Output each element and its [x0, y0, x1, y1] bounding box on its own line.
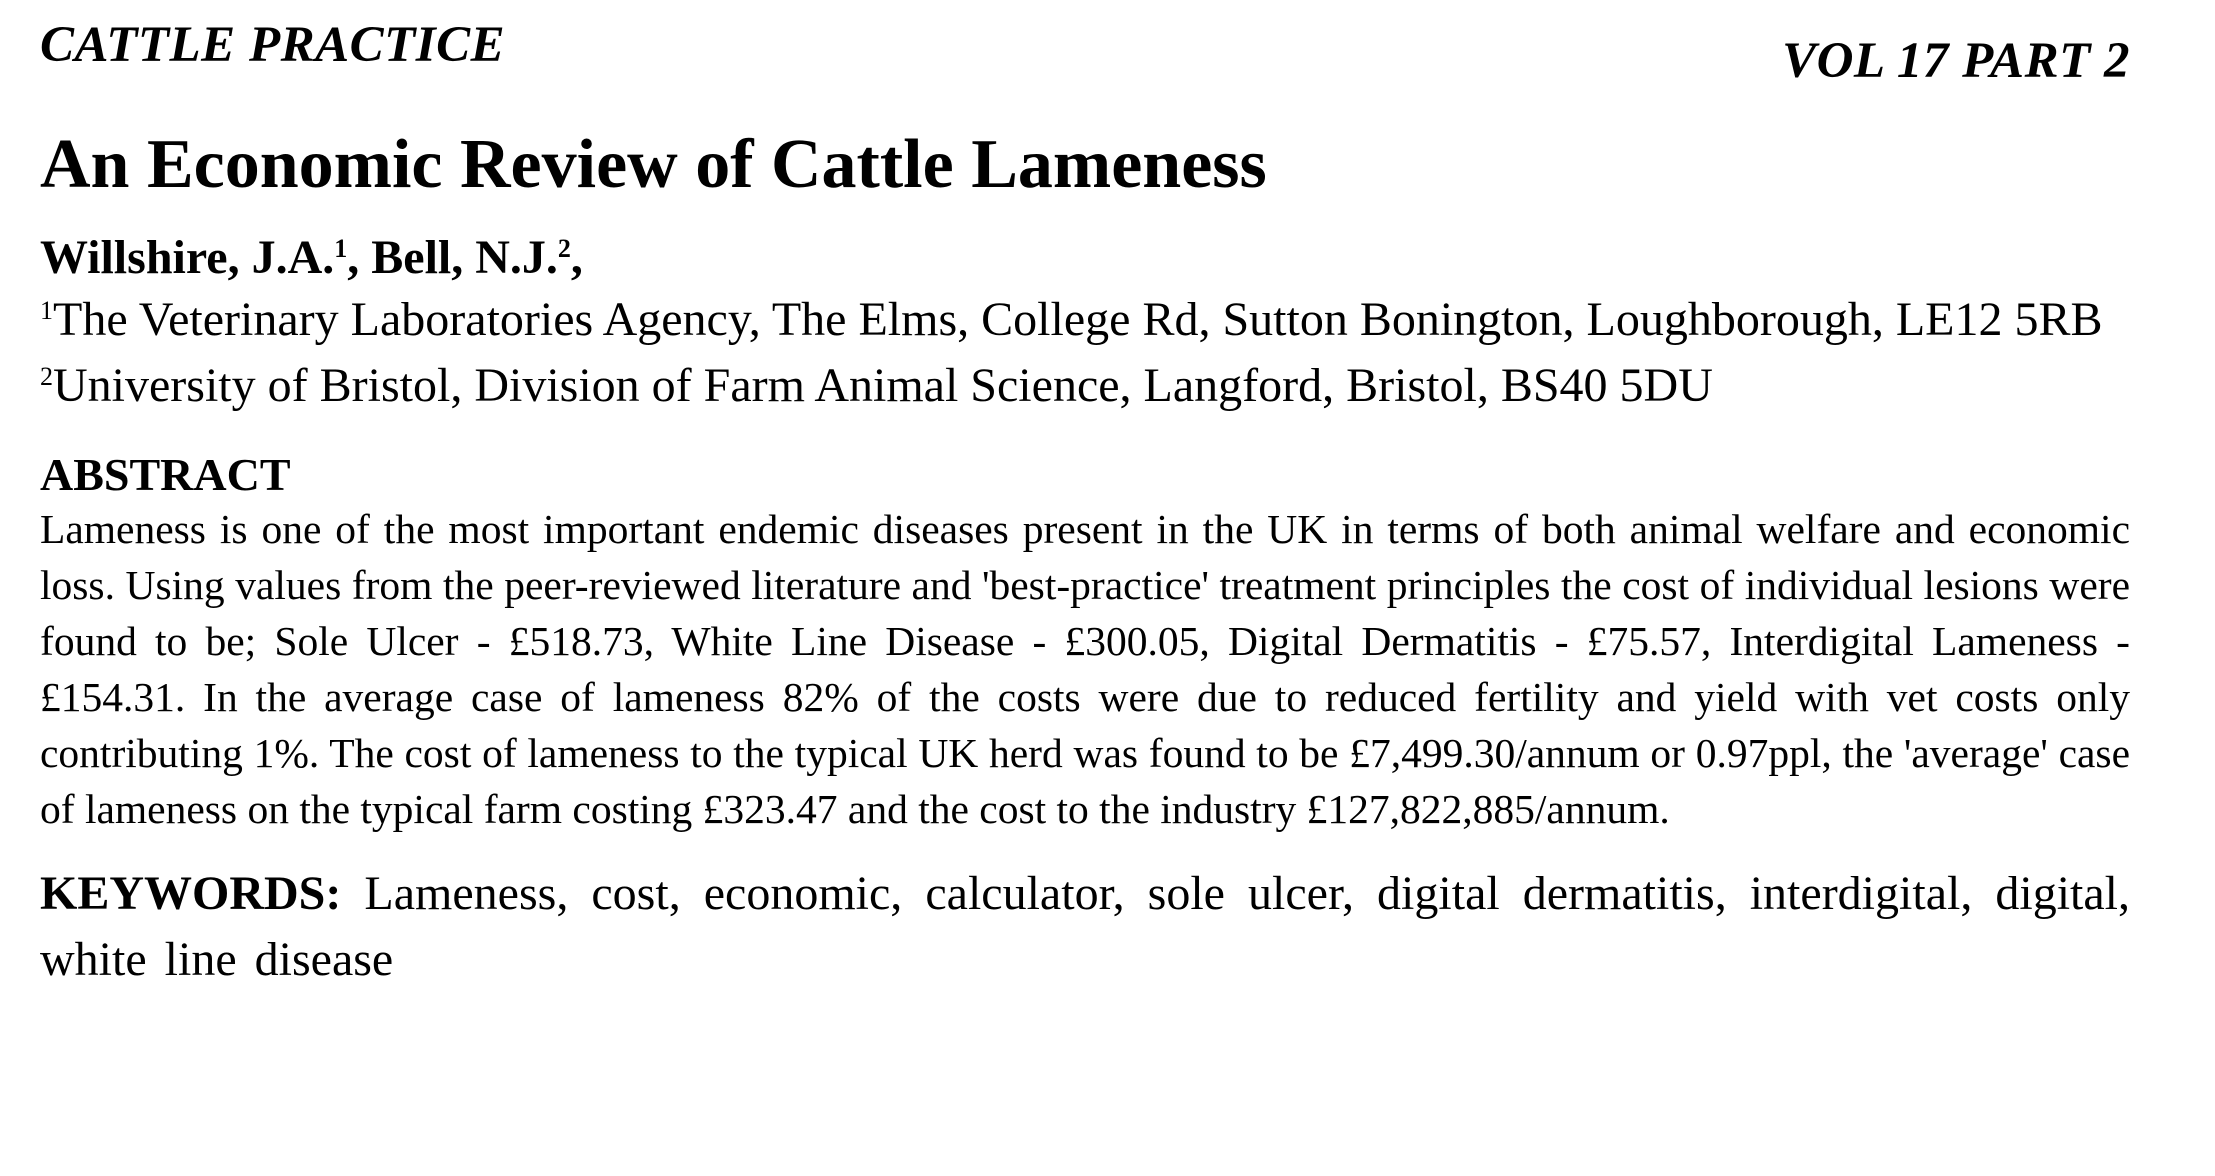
affiliation-text: The Veterinary Laboratories Agency, The Elms, College Rd, Sutton Bonington, Loughborough, LE12 5RB [53, 292, 2103, 346]
author-affiliation-marker: 1 [334, 234, 348, 263]
author-name: Willshire, J.A. [40, 231, 335, 284]
author-affiliation-marker: 2 [557, 234, 571, 263]
article-title: An Economic Review of Cattle Lameness [40, 126, 1267, 203]
volume-issue: VOL 17 PART 2 [1782, 33, 2130, 89]
keywords-label: KEYWORDS: [40, 867, 342, 921]
author-separator: , [347, 231, 372, 284]
keywords-text: Lameness, cost, economic, calculator, sole ulcer, digital dermatitis, interdigital, digital, white line disease [40, 867, 2131, 987]
abstract-body: Lameness is one of the most important endemic diseases present in the UK in terms of both animal welfare and economic loss. Using values from the peer-reviewed literature and 'best-practice' treatment principles the cost of individual lesions were found to be; Sole Ulcer - £518.73, White Line Disease - £300.05, Digital Dermatitis - £75.57, Interdigital Lameness - £154.31. In the average case of lameness 82% of the costs were due to reduced fertility and yield with vet costs only contributing 1%. The cost of lameness to the typical UK herd was found to be £7,499.30/annum or 0.97ppl, the 'average' case of lameness on the typical farm costing £323.47 and the cost to the industry £127,822,885/annum. [40, 506, 2130, 833]
affiliation-text: University of Bristol, Division of Farm Animal Science, Langford, Bristol, BS40 5DU [53, 358, 1713, 412]
affiliation [40, 287, 2130, 353]
keywords [40, 861, 2130, 993]
affiliation-marker: 1 [40, 295, 53, 325]
author-name: Bell, N.J. [371, 231, 558, 284]
journal-name: CATTLE PRACTICE [40, 17, 506, 73]
running-header [40, 0, 2130, 100]
author-list [40, 229, 2130, 287]
affiliation [40, 353, 2130, 419]
author-trailing-punctuation: , [570, 231, 583, 284]
affiliation-marker: 2 [40, 361, 53, 391]
abstract-heading: ABSTRACT [40, 448, 291, 500]
article-first-page [40, 0, 2130, 993]
